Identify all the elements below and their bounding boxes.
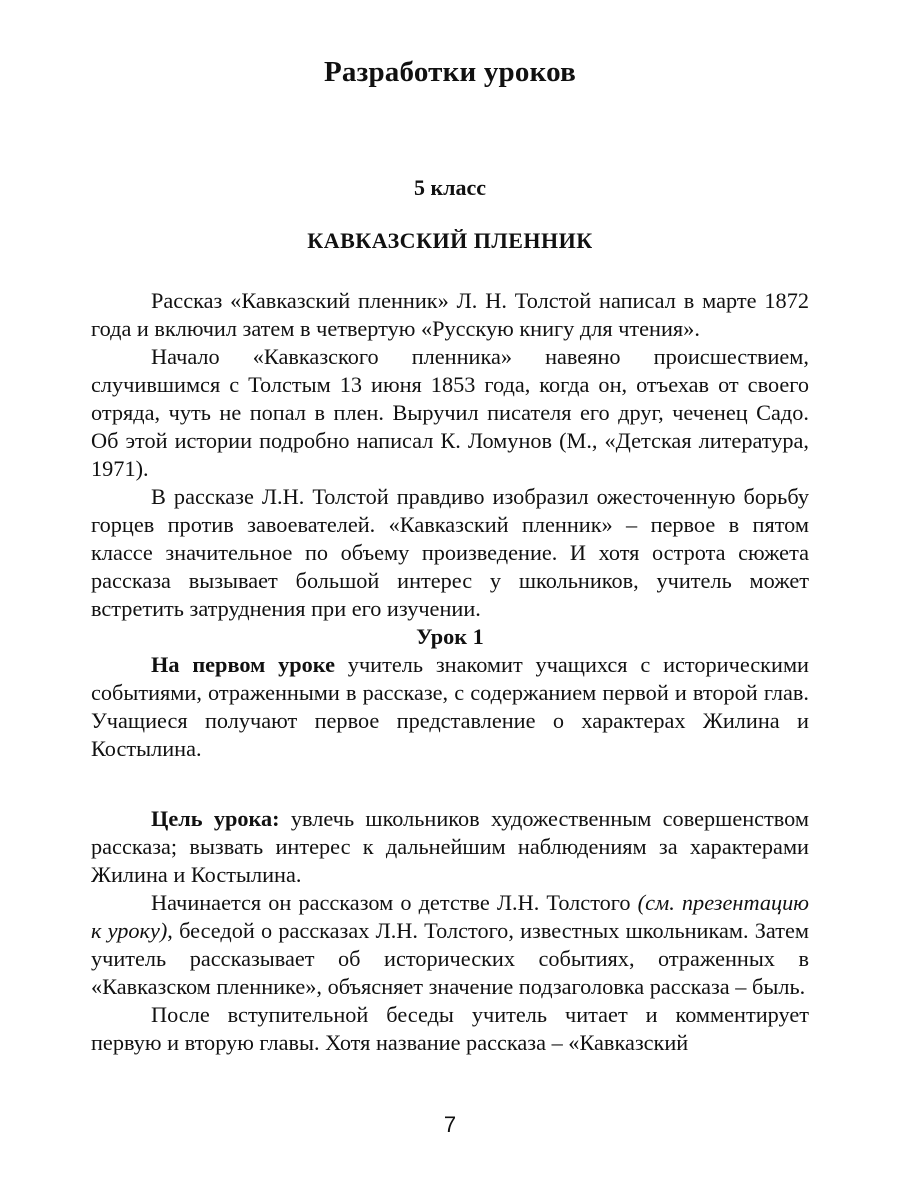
paragraph-4 — [91, 651, 809, 763]
paragraph-6-end: , беседой о рассказах Л.Н. Толстого, известных школьникам. Затем учитель рассказывает об исторических событиях, отраженных в «Кавказском пленнике», объясняет значение подзаголовка рассказа – быль. — [91, 918, 810, 999]
paragraph-5 — [91, 805, 809, 889]
story-title: КАВКАЗСКИЙ ПЛЕННИК — [307, 228, 593, 253]
paragraph-1: Рассказ «Кавказский пленник» Л. Н. Толстой написал в марте 1872 года и включил затем в четвертую «Русскую книгу для чтения». — [91, 288, 809, 341]
page-number: 7 — [443, 1112, 457, 1137]
paragraph-6-italic: (см. презентацию к уроку) — [91, 890, 809, 943]
text-block-upper — [91, 287, 809, 763]
text-block-lower — [91, 805, 809, 1057]
paragraph-7: После вступительной беседы учитель читает и комментирует первую и вторую главы. Хотя название рассказа – «Кавказский — [91, 1002, 809, 1055]
paragraph-6-start: Начинается он рассказом о детстве Л.Н. Толстого — [151, 890, 638, 915]
paragraph-3: В рассказе Л.Н. Толстой правдиво изобразил ожесточенную борьбу горцев против завоевателей. «Кавказский пленник» – первое в пятом классе значительное по объему произведение. И хотя острота сюжета рассказа вызывает большой интерес у школьников, учитель может встретить затруднения при его изучении. — [91, 484, 809, 621]
paragraph-5-lead: Цель урока: — [151, 806, 280, 831]
page-title: Разработки уроков — [324, 56, 576, 88]
paragraph-4-text: учитель знакомит учащихся с историческими событиями, отраженными в рассказе, с содержанием первой и второй глав. Учащиеся получают первое представление о характерах Жилина и Костылина. — [91, 652, 809, 761]
lesson-heading: Урок 1 — [416, 624, 484, 649]
paragraph-5-text: увлечь школьников художественным совершенством рассказа; вызвать интерес к дальнейшим наблюдениям за характерами Жилина и Костылина. — [91, 806, 809, 887]
grade-heading: 5 класс — [413, 175, 487, 200]
paragraph-6 — [91, 889, 809, 1001]
paragraph-4-lead: На первом уроке — [151, 652, 335, 677]
paragraph-2: Начало «Кавказского пленника» навеяно происшествием, случившимся с Толстым 13 июня 1853 года, когда он, отъехав от своего отряда, чуть не попал в плен. Выручил писателя его друг, чеченец Садо. Об этой истории подробно написал К. Ломунов (М., «Детская литература, 1971). — [91, 344, 809, 481]
